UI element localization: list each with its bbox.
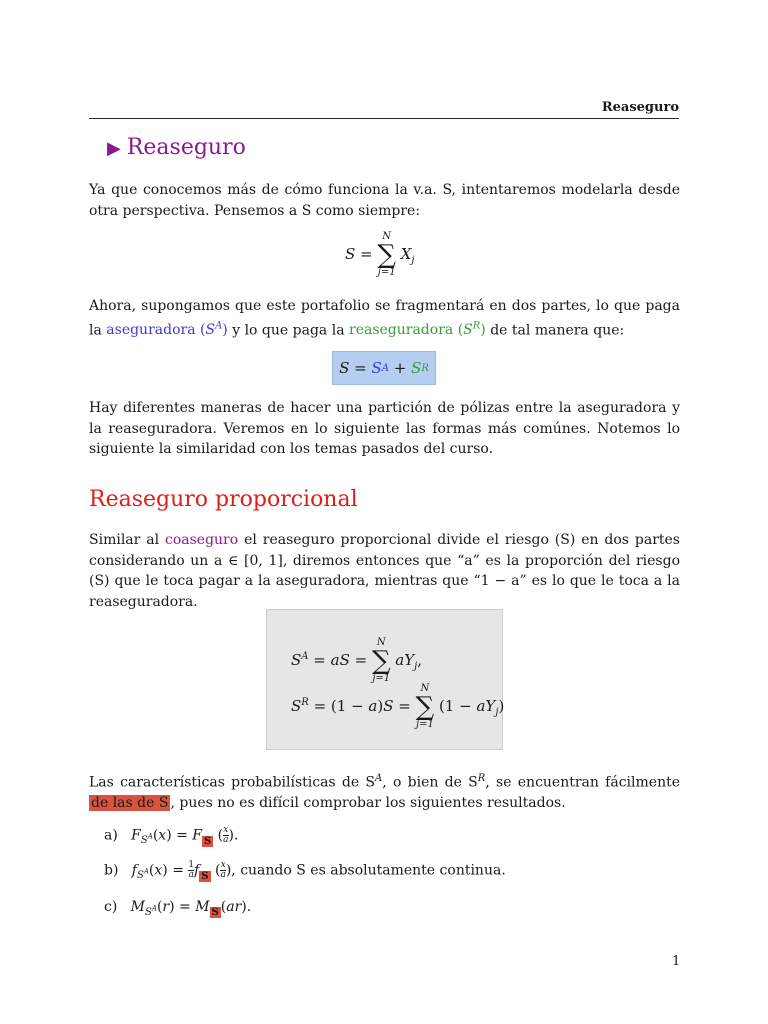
aseguradora-link[interactable]: aseguradora $(S^A)$ — [106, 320, 228, 339]
running-header: Reaseguro — [89, 100, 679, 119]
section-title-reaseguro-proporcional: Reaseguro proporcional — [89, 487, 358, 512]
sum-equation: S = N ∑ j=1 $X_j$ — [345, 231, 415, 278]
equation-sr: $S^R = (1 - a)S$ = N ∑ j=1 $(1 - aY_j)$ — [291, 683, 505, 730]
result-item-b: b) $f_{S^A}(x)$ = $\frac{1}{a}$ f S ( $\frac{x}{a}$ ), cuando S es absolutamente continua. — [104, 860, 506, 882]
triangle-bullet-icon: ▶ — [107, 138, 121, 159]
section-title-reaseguro: ▶ Reaseguro — [107, 135, 246, 160]
sigma-symbol: N ∑ j=1 — [377, 231, 396, 278]
characteristics-paragraph: Las características probabilísticas de $S^A$, o bien de $S^R$, se encuentran fácilmente de las de S , pues no es difícil comprobar los siguientes resultados. — [89, 773, 680, 812]
boxed-equation: S = S A + S R — [332, 351, 436, 385]
result-item-c: c) $M_{S^A}(r) = M$ S (ar). — [104, 899, 252, 918]
proportional-equations-box — [266, 609, 503, 750]
highlight-annotation[interactable]: de las de S — [91, 795, 169, 812]
highlight-marker[interactable]: S — [211, 907, 219, 918]
partition-paragraph: Ahora, supongamos que este portafolio se fragmentará en dos partes, lo que paga la aseguradora $(S^A)$ y lo que paga la reaseguradora $(S^R)$ de tal manera que: — [89, 298, 680, 339]
reaseguradora-link[interactable]: reaseguradora $(S^R)$ — [349, 320, 486, 339]
page-number: 1 — [672, 954, 681, 969]
highlight-marker[interactable]: S — [201, 870, 209, 882]
intro-paragraph: Ya que conocemos más de cómo funciona la v.a. S, intentaremos modelarla desde otra perspectiva. Pensemos a S como siempre: — [89, 182, 680, 219]
coaseguro-link[interactable]: coaseguro — [164, 532, 239, 548]
result-item-a: a) $F_{S^A}(x) = F$ S ( $\frac{x}{a}$ ). — [104, 825, 239, 847]
equation-sa: $S^A$ = aS = N ∑ j=1 $aY_j$, — [291, 637, 423, 684]
highlight-marker[interactable]: S — [204, 835, 212, 847]
partition-methods-paragraph: Hay diferentes maneras de hacer una partición de pólizas entre la aseguradora y la reaseguradora. Veremos en lo siguiente las formas más comúnes. Notemos lo siguiente la similaridad con los temas pasados del curso. — [89, 400, 680, 457]
proportional-paragraph: Similar al coaseguro el reaseguro proporcional divide el riesgo (S) en dos partes considerando un a ∈ [0, 1], diremos entonces que “a” es la proporción del riesgo (S) que le toca pagar a la aseguradora, mientras que “1 − a” es lo que le toca a la reaseguradora. — [89, 532, 680, 610]
